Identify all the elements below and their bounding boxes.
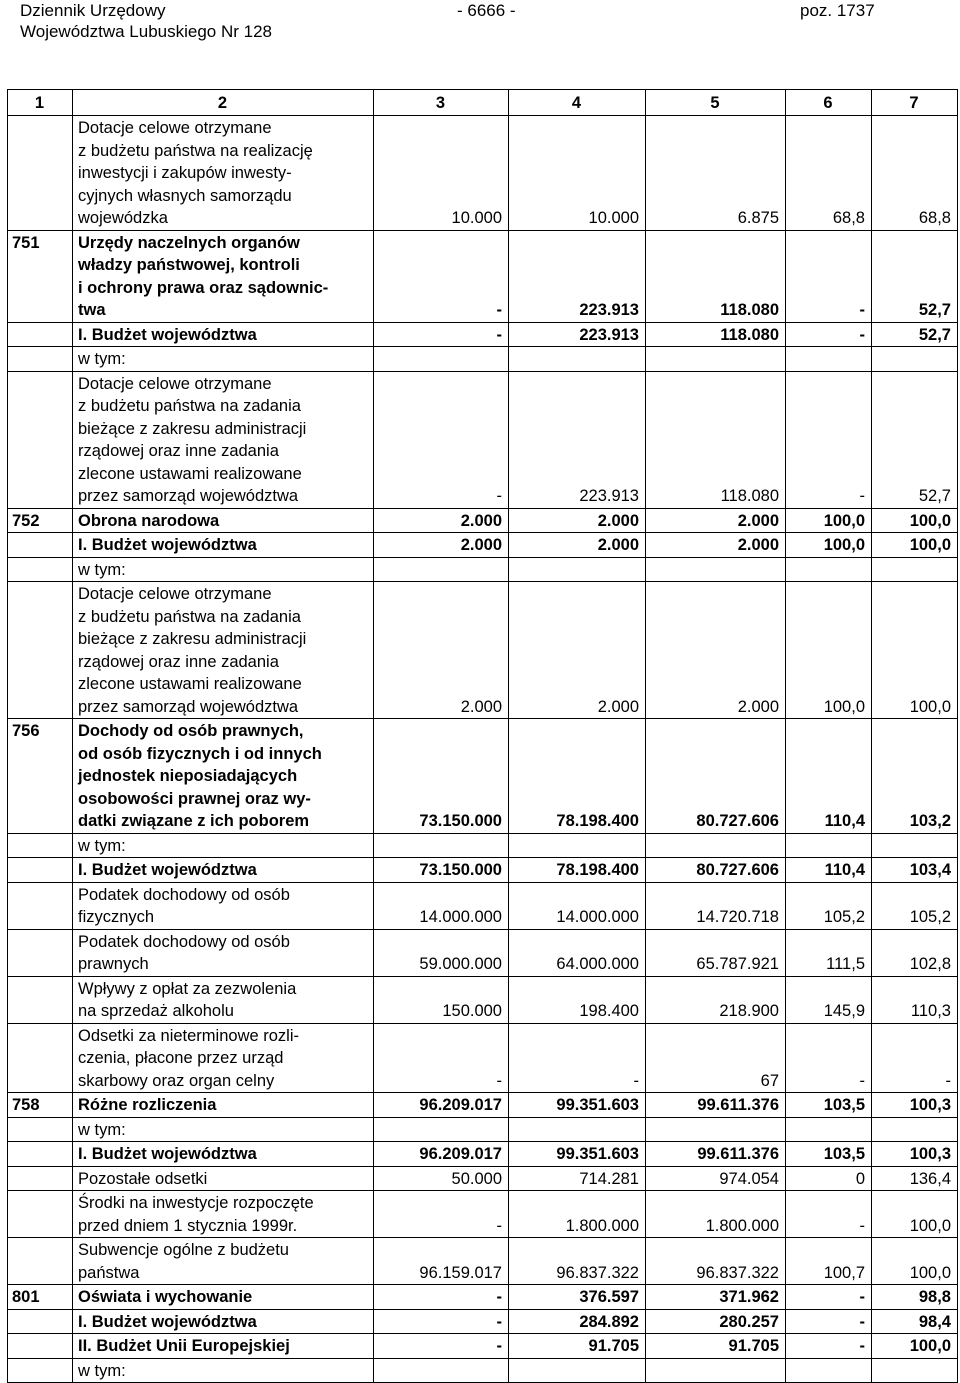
section-code-cell xyxy=(8,1142,73,1167)
table-row xyxy=(8,116,958,231)
page-header xyxy=(0,0,960,46)
execution-value-cell: 2.000 xyxy=(646,533,786,558)
percent-after-changes-cell xyxy=(872,347,958,372)
table-row xyxy=(8,1334,958,1359)
table-header-row xyxy=(8,90,958,116)
plan-value-cell: - xyxy=(374,1285,509,1310)
section-code-cell xyxy=(8,1166,73,1191)
percent-plan-cell: 100,0 xyxy=(786,508,872,533)
section-code-cell xyxy=(8,1117,73,1142)
section-code-cell xyxy=(8,347,73,372)
plan-after-changes-cell: 2.000 xyxy=(509,508,646,533)
plan-after-changes-cell: 78.198.400 xyxy=(509,719,646,834)
description-cell: I. Budżet województwa xyxy=(73,533,374,558)
section-code-cell xyxy=(8,1023,73,1093)
table-row xyxy=(8,1285,958,1310)
description-cell: w tym: xyxy=(73,557,374,582)
plan-value-cell: 2.000 xyxy=(374,508,509,533)
section-code-cell xyxy=(8,882,73,929)
execution-value-cell: 118.080 xyxy=(646,322,786,347)
table-row xyxy=(8,230,958,322)
plan-after-changes-cell xyxy=(509,1117,646,1142)
plan-after-changes-cell: 64.000.000 xyxy=(509,929,646,976)
plan-value-cell: - xyxy=(374,322,509,347)
percent-plan-cell xyxy=(786,1117,872,1142)
column-header: 4 xyxy=(509,90,646,116)
section-code-cell xyxy=(8,322,73,347)
plan-after-changes-cell: 99.351.603 xyxy=(509,1142,646,1167)
percent-after-changes-cell: 136,4 xyxy=(872,1166,958,1191)
description-cell: w tym: xyxy=(73,1358,374,1383)
percent-after-changes-cell: 102,8 xyxy=(872,929,958,976)
percent-after-changes-cell xyxy=(872,557,958,582)
percent-plan-cell: - xyxy=(786,1191,872,1238)
percent-plan-cell: 68,8 xyxy=(786,116,872,231)
column-header: 3 xyxy=(374,90,509,116)
execution-value-cell: 1.800.000 xyxy=(646,1191,786,1238)
description-cell: Oświata i wychowanie xyxy=(73,1285,374,1310)
percent-after-changes-cell xyxy=(872,833,958,858)
plan-value-cell: - xyxy=(374,230,509,322)
plan-value-cell xyxy=(374,833,509,858)
column-header: 7 xyxy=(872,90,958,116)
plan-value-cell: 73.150.000 xyxy=(374,719,509,834)
plan-after-changes-cell xyxy=(509,557,646,582)
percent-after-changes-cell: 100,0 xyxy=(872,1238,958,1285)
execution-value-cell: 974.054 xyxy=(646,1166,786,1191)
plan-after-changes-cell: 223.913 xyxy=(509,230,646,322)
table-row xyxy=(8,347,958,372)
plan-after-changes-cell xyxy=(509,1358,646,1383)
percent-after-changes-cell: 98,4 xyxy=(872,1309,958,1334)
section-code-cell xyxy=(8,1191,73,1238)
percent-after-changes-cell: 52,7 xyxy=(872,230,958,322)
execution-value-cell: 99.611.376 xyxy=(646,1093,786,1118)
description-cell: I. Budżet województwa xyxy=(73,858,374,883)
description-cell: Dochody od osób prawnych, od osób fizycznych i od innych jednostek nieposiadających osobowości prawnej oraz wy- datki związane z ich poborem xyxy=(73,719,374,834)
description-cell: Urzędy naczelnych organów władzy państwowej, kontroli i ochrony prawa oraz sądownic- twa xyxy=(73,230,374,322)
percent-after-changes-cell: 100,0 xyxy=(872,533,958,558)
description-cell: w tym: xyxy=(73,347,374,372)
percent-after-changes-cell: 100,3 xyxy=(872,1142,958,1167)
table-row xyxy=(8,1093,958,1118)
page-number: - 6666 - xyxy=(457,1,516,20)
plan-after-changes-cell xyxy=(509,347,646,372)
execution-value-cell: 118.080 xyxy=(646,230,786,322)
plan-after-changes-cell: 223.913 xyxy=(509,322,646,347)
plan-after-changes-cell: 2.000 xyxy=(509,582,646,719)
percent-plan-cell: 105,2 xyxy=(786,882,872,929)
table-row xyxy=(8,1117,958,1142)
plan-after-changes-cell: 714.281 xyxy=(509,1166,646,1191)
table-row xyxy=(8,1023,958,1093)
execution-value-cell: 14.720.718 xyxy=(646,882,786,929)
plan-value-cell: 150.000 xyxy=(374,976,509,1023)
percent-plan-cell: - xyxy=(786,322,872,347)
plan-after-changes-cell: 198.400 xyxy=(509,976,646,1023)
percent-plan-cell: 110,4 xyxy=(786,858,872,883)
description-cell: II. Budżet Unii Europejskiej xyxy=(73,1334,374,1359)
percent-plan-cell: - xyxy=(786,1285,872,1310)
table-row xyxy=(8,371,958,508)
column-header: 5 xyxy=(646,90,786,116)
section-code-cell xyxy=(8,557,73,582)
plan-after-changes-cell: - xyxy=(509,1023,646,1093)
description-cell: Pozostałe odsetki xyxy=(73,1166,374,1191)
section-code-cell: 752 xyxy=(8,508,73,533)
percent-after-changes-cell: 100,0 xyxy=(872,582,958,719)
percent-plan-cell: - xyxy=(786,1334,872,1359)
execution-value-cell: 118.080 xyxy=(646,371,786,508)
execution-value-cell: 2.000 xyxy=(646,582,786,719)
plan-after-changes-cell: 96.837.322 xyxy=(509,1238,646,1285)
plan-value-cell: - xyxy=(374,1334,509,1359)
percent-plan-cell: 145,9 xyxy=(786,976,872,1023)
table-row xyxy=(8,508,958,533)
percent-after-changes-cell: 52,7 xyxy=(872,371,958,508)
plan-after-changes-cell: 10.000 xyxy=(509,116,646,231)
plan-after-changes-cell: 14.000.000 xyxy=(509,882,646,929)
plan-value-cell: 96.159.017 xyxy=(374,1238,509,1285)
table-row xyxy=(8,929,958,976)
section-code-cell xyxy=(8,116,73,231)
section-code-cell xyxy=(8,976,73,1023)
plan-value-cell xyxy=(374,1117,509,1142)
description-cell: I. Budżet województwa xyxy=(73,1142,374,1167)
description-cell: Dotacje celowe otrzymane z budżetu państwa na realizację inwestycji i zakupów inwesty- cyjnych własnych samorządu wojewódzka xyxy=(73,116,374,231)
percent-after-changes-cell: 100,0 xyxy=(872,508,958,533)
percent-plan-cell: 100,0 xyxy=(786,533,872,558)
percent-plan-cell: 103,5 xyxy=(786,1093,872,1118)
percent-after-changes-cell: 103,2 xyxy=(872,719,958,834)
description-cell: Subwencje ogólne z budżetu państwa xyxy=(73,1238,374,1285)
table-row xyxy=(8,858,958,883)
section-code-cell xyxy=(8,533,73,558)
plan-after-changes-cell: 99.351.603 xyxy=(509,1093,646,1118)
section-code-cell xyxy=(8,1309,73,1334)
table-row xyxy=(8,882,958,929)
description-cell: Dotacje celowe otrzymane z budżetu państwa na zadania bieżące z zakresu administracji rządowej oraz inne zadania zlecone ustawami realizowane przez samorząd województwa xyxy=(73,371,374,508)
execution-value-cell: 218.900 xyxy=(646,976,786,1023)
plan-value-cell: 2.000 xyxy=(374,582,509,719)
plan-value-cell: 59.000.000 xyxy=(374,929,509,976)
section-code-cell: 758 xyxy=(8,1093,73,1118)
execution-value-cell xyxy=(646,557,786,582)
column-header: 6 xyxy=(786,90,872,116)
percent-after-changes-cell: 52,7 xyxy=(872,322,958,347)
table-row xyxy=(8,1191,958,1238)
plan-after-changes-cell: 1.800.000 xyxy=(509,1191,646,1238)
section-code-cell: 751 xyxy=(8,230,73,322)
execution-value-cell xyxy=(646,833,786,858)
percent-after-changes-cell: 68,8 xyxy=(872,116,958,231)
percent-after-changes-cell: 103,4 xyxy=(872,858,958,883)
plan-value-cell: - xyxy=(374,1191,509,1238)
table-row xyxy=(8,1142,958,1167)
table-row xyxy=(8,582,958,719)
plan-value-cell: 50.000 xyxy=(374,1166,509,1191)
description-cell: Wpływy z opłat za zezwolenia na sprzedaż alkoholu xyxy=(73,976,374,1023)
position-number: poz. 1737 xyxy=(800,1,875,20)
plan-value-cell: 96.209.017 xyxy=(374,1142,509,1167)
percent-plan-cell xyxy=(786,557,872,582)
table-row xyxy=(8,557,958,582)
execution-value-cell: 280.257 xyxy=(646,1309,786,1334)
description-cell: Środki na inwestycje rozpoczęte przed dniem 1 stycznia 1999r. xyxy=(73,1191,374,1238)
journal-subtitle: Województwa Lubuskiego Nr 128 xyxy=(20,22,272,41)
table-row xyxy=(8,1166,958,1191)
section-code-cell xyxy=(8,1238,73,1285)
section-code-cell xyxy=(8,929,73,976)
plan-after-changes-cell: 2.000 xyxy=(509,533,646,558)
table-row xyxy=(8,1358,958,1383)
table-row xyxy=(8,1309,958,1334)
plan-after-changes-cell: 376.597 xyxy=(509,1285,646,1310)
execution-value-cell: 65.787.921 xyxy=(646,929,786,976)
percent-plan-cell: 110,4 xyxy=(786,719,872,834)
percent-plan-cell: - xyxy=(786,230,872,322)
percent-plan-cell: - xyxy=(786,1309,872,1334)
table-row xyxy=(8,976,958,1023)
plan-after-changes-cell xyxy=(509,833,646,858)
description-cell: Dotacje celowe otrzymane z budżetu państwa na zadania bieżące z zakresu administracji rządowej oraz inne zadania zlecone ustawami realizowane przez samorząd województwa xyxy=(73,582,374,719)
section-code-cell xyxy=(8,858,73,883)
section-code-cell: 801 xyxy=(8,1285,73,1310)
table-row xyxy=(8,322,958,347)
description-cell: Obrona narodowa xyxy=(73,508,374,533)
percent-after-changes-cell: 100,3 xyxy=(872,1093,958,1118)
plan-value-cell xyxy=(374,1358,509,1383)
percent-plan-cell: 0 xyxy=(786,1166,872,1191)
section-code-cell xyxy=(8,371,73,508)
percent-plan-cell: 111,5 xyxy=(786,929,872,976)
budget-table xyxy=(7,89,958,1383)
column-header: 2 xyxy=(73,90,374,116)
execution-value-cell xyxy=(646,347,786,372)
description-cell: Podatek dochodowy od osób prawnych xyxy=(73,929,374,976)
plan-value-cell: - xyxy=(374,371,509,508)
plan-value-cell: 2.000 xyxy=(374,533,509,558)
plan-after-changes-cell: 284.892 xyxy=(509,1309,646,1334)
plan-value-cell xyxy=(374,347,509,372)
percent-plan-cell: - xyxy=(786,1023,872,1093)
percent-plan-cell: 100,0 xyxy=(786,582,872,719)
percent-after-changes-cell xyxy=(872,1358,958,1383)
description-cell: I. Budżet województwa xyxy=(73,1309,374,1334)
journal-title: Dziennik Urzędowy xyxy=(20,1,166,20)
execution-value-cell: 80.727.606 xyxy=(646,858,786,883)
plan-value-cell: 14.000.000 xyxy=(374,882,509,929)
percent-after-changes-cell: 110,3 xyxy=(872,976,958,1023)
plan-after-changes-cell: 78.198.400 xyxy=(509,858,646,883)
execution-value-cell xyxy=(646,1358,786,1383)
plan-value-cell: - xyxy=(374,1023,509,1093)
description-cell: w tym: xyxy=(73,833,374,858)
plan-after-changes-cell: 223.913 xyxy=(509,371,646,508)
section-code-cell xyxy=(8,1358,73,1383)
table-row xyxy=(8,533,958,558)
table-row xyxy=(8,719,958,834)
plan-value-cell: 96.209.017 xyxy=(374,1093,509,1118)
percent-plan-cell xyxy=(786,347,872,372)
column-header: 1 xyxy=(8,90,73,116)
percent-after-changes-cell: 100,0 xyxy=(872,1191,958,1238)
execution-value-cell: 80.727.606 xyxy=(646,719,786,834)
execution-value-cell: 6.875 xyxy=(646,116,786,231)
percent-plan-cell: 100,7 xyxy=(786,1238,872,1285)
execution-value-cell: 96.837.322 xyxy=(646,1238,786,1285)
percent-after-changes-cell: 105,2 xyxy=(872,882,958,929)
description-cell: Odsetki za nieterminowe rozli- czenia, płacone przez urząd skarbowy oraz organ celny xyxy=(73,1023,374,1093)
description-cell: Różne rozliczenia xyxy=(73,1093,374,1118)
percent-after-changes-cell xyxy=(872,1117,958,1142)
plan-value-cell xyxy=(374,557,509,582)
execution-value-cell: 67 xyxy=(646,1023,786,1093)
percent-plan-cell xyxy=(786,833,872,858)
plan-value-cell: 10.000 xyxy=(374,116,509,231)
execution-value-cell xyxy=(646,1117,786,1142)
section-code-cell xyxy=(8,833,73,858)
execution-value-cell: 371.962 xyxy=(646,1285,786,1310)
plan-after-changes-cell: 91.705 xyxy=(509,1334,646,1359)
execution-value-cell: 91.705 xyxy=(646,1334,786,1359)
execution-value-cell: 99.611.376 xyxy=(646,1142,786,1167)
execution-value-cell: 2.000 xyxy=(646,508,786,533)
percent-after-changes-cell: 98,8 xyxy=(872,1285,958,1310)
section-code-cell: 756 xyxy=(8,719,73,834)
percent-after-changes-cell: 100,0 xyxy=(872,1334,958,1359)
section-code-cell xyxy=(8,1334,73,1359)
table-row xyxy=(8,833,958,858)
percent-plan-cell xyxy=(786,1358,872,1383)
section-code-cell xyxy=(8,582,73,719)
table-row xyxy=(8,1238,958,1285)
description-cell: Podatek dochodowy od osób fizycznych xyxy=(73,882,374,929)
percent-plan-cell: - xyxy=(786,371,872,508)
description-cell: w tym: xyxy=(73,1117,374,1142)
description-cell: I. Budżet województwa xyxy=(73,322,374,347)
percent-plan-cell: 103,5 xyxy=(786,1142,872,1167)
percent-after-changes-cell: - xyxy=(872,1023,958,1093)
plan-value-cell: 73.150.000 xyxy=(374,858,509,883)
plan-value-cell: - xyxy=(374,1309,509,1334)
